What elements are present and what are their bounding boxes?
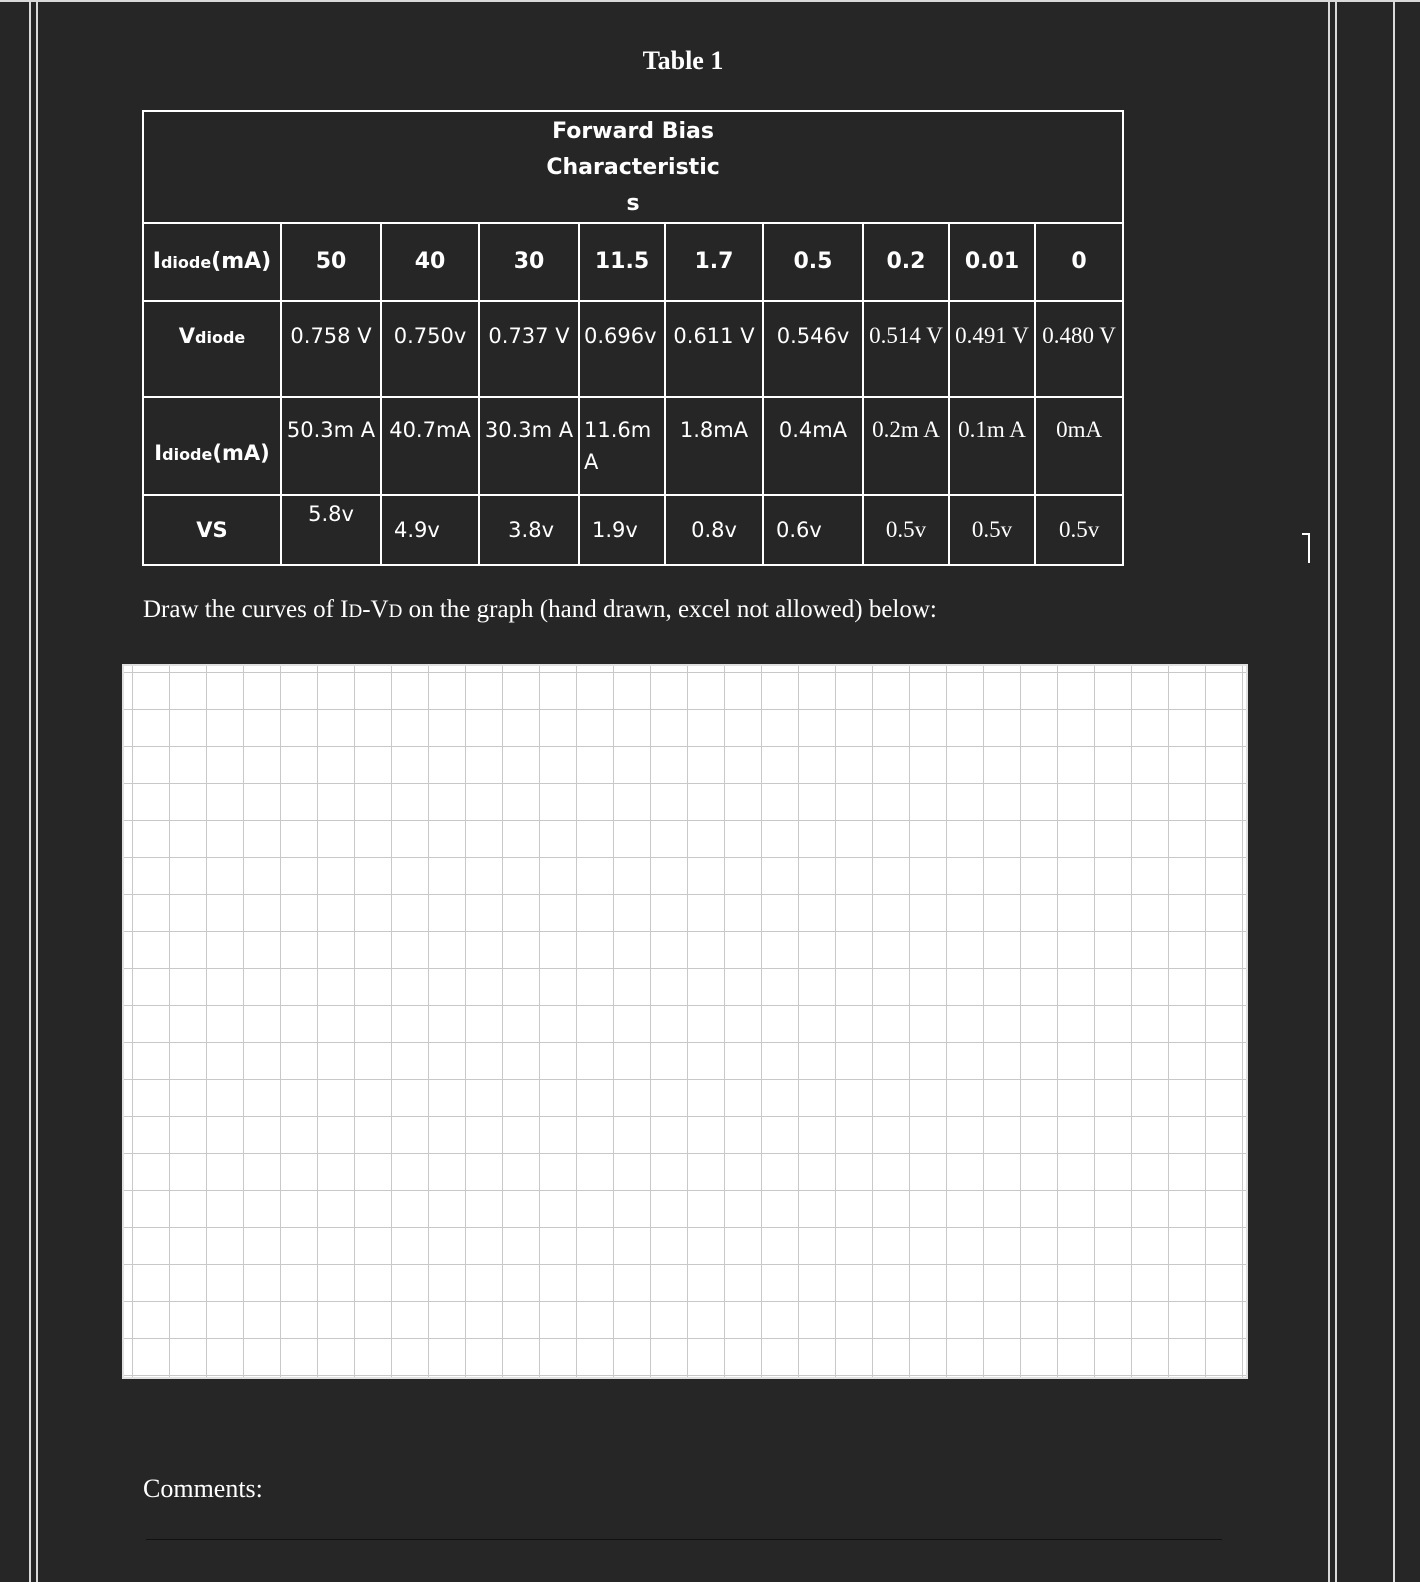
comments-label: Comments: [143, 1474, 263, 1503]
instruction-text: Draw the curves of ID-VD on the graph (hand drawn, excel not allowed) below: [143, 596, 937, 623]
header-line-1: Forward Bias [552, 119, 714, 144]
header-line-3: s [626, 191, 640, 216]
table-cell: 40.7mA [381, 397, 479, 495]
comments-line[interactable] [146, 1539, 1222, 1540]
row-label-vs: VS [143, 495, 281, 565]
forward-bias-table [142, 110, 1124, 566]
table-row [143, 397, 1123, 495]
table-cell: 1.9v [579, 495, 665, 565]
table-cell: 1.8mA [665, 397, 763, 495]
table-cell: 40 [381, 223, 479, 301]
table-cell: 0.480 V [1035, 301, 1123, 397]
table-cell: 0.696v [579, 301, 665, 397]
row-label-idiode-2: Idiode(mA) [143, 397, 281, 495]
table-cell: 0.5v [1035, 495, 1123, 565]
page-border-left-2 [36, 0, 38, 1582]
table-cell: 3.8v [479, 495, 579, 565]
table-cell: 11.6m A [579, 397, 665, 495]
table-cell: 0.8v [665, 495, 763, 565]
page-border-right-3 [1393, 0, 1395, 1582]
table-cell: 0.758 V [281, 301, 381, 397]
page-border-left-1 [29, 0, 31, 1582]
table-cell: 0.6v [763, 495, 863, 565]
table-cell: 5.8v [281, 495, 381, 565]
table-row [143, 223, 1123, 301]
page-border-right-2 [1335, 0, 1337, 1582]
table-cell: 0.5v [949, 495, 1035, 565]
table-cell: 0.5v [863, 495, 949, 565]
table-cell: 0 [1035, 223, 1123, 301]
table-row [143, 495, 1123, 565]
table-cell: 0.2 [863, 223, 949, 301]
table-cell: 0.4mA [763, 397, 863, 495]
table-cell: 0.514 V [863, 301, 949, 397]
table-cell: 0mA [1035, 397, 1123, 495]
table-cell: 11.5 [579, 223, 665, 301]
graph-paper-grid[interactable] [122, 664, 1248, 1379]
header-line-2: Characteristic [546, 155, 720, 180]
table-cell: 0.491 V [949, 301, 1035, 397]
table-cell: 0.5 [763, 223, 863, 301]
table-cell: 0.1m A [949, 397, 1035, 495]
row-label-vdiode: Vdiode [143, 301, 281, 397]
table-cell: 50.3m A [281, 397, 381, 495]
table-cell: 50 [281, 223, 381, 301]
table-cell: 30 [479, 223, 579, 301]
table-cell: 0.750v [381, 301, 479, 397]
table-header [143, 111, 1123, 223]
table-cell: 0.01 [949, 223, 1035, 301]
table-cell: 0.611 V [665, 301, 763, 397]
table-cell: 4.9v [381, 495, 479, 565]
table-cell: 0.2m A [863, 397, 949, 495]
page-border-right-1 [1328, 0, 1330, 1582]
bracket-mark [1302, 533, 1310, 563]
row-label-idiode: Idiode(mA) [143, 223, 281, 301]
table-row [143, 301, 1123, 397]
table-cell: 30.3m A [479, 397, 579, 495]
page-top-border [0, 0, 1420, 2]
table-cell: 1.7 [665, 223, 763, 301]
table-cell: 0.546v [763, 301, 863, 397]
table-cell: 0.737 V [479, 301, 579, 397]
table-title: Table 1 [642, 46, 724, 75]
